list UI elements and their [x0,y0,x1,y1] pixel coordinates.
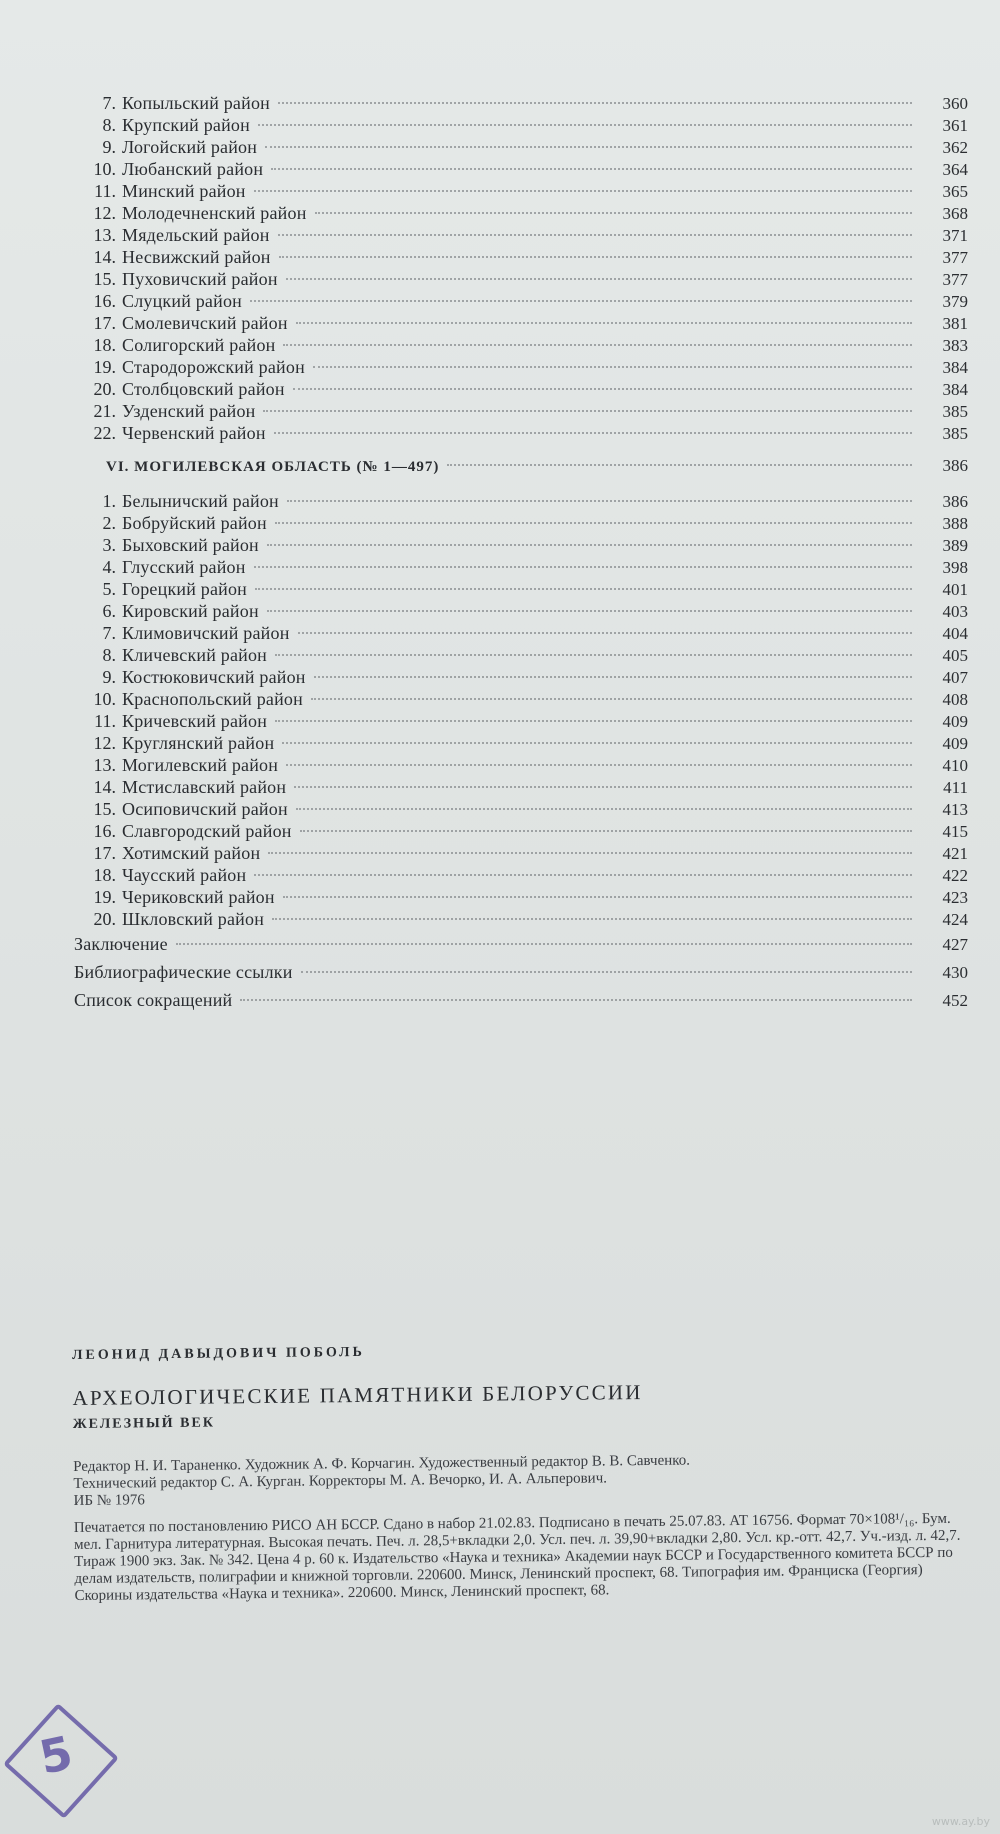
entry-title: Климовичский район [122,623,290,643]
toc-entry [88,114,968,136]
leader-dots [447,464,912,466]
entry-page-number: 377 [942,248,968,267]
toc-entry [88,490,968,512]
toc-entry [88,268,968,290]
leader-dots [286,278,912,280]
entry-page-number: 411 [943,778,968,797]
entry-number: 7. [102,623,116,643]
entry-page-number: 404 [942,624,968,643]
tech-editor-line: Технический редактор С. А. Курган. Корректоры М. А. Вечорко, И. А. Альперович. [73,1470,608,1492]
entry-title: Список сокращений [74,990,233,1010]
leader-dots [275,720,912,722]
entry-page-number: 413 [942,800,968,819]
entry-title: Заключение [74,934,168,954]
leader-dots [293,388,912,390]
leader-dots [254,190,912,192]
toc-entry [88,666,968,688]
toc-entry [88,842,968,864]
leader-dots [240,999,912,1001]
entry-page-number: 430 [942,963,968,982]
entry-title: Краснопольский район [122,689,303,709]
toc-entry [88,246,968,268]
entry-number: 10. [93,689,116,709]
toc-part-6-list [88,490,968,930]
entry-title: Пуховичский район [122,269,278,289]
leader-dots [283,896,912,898]
toc-entry [88,908,968,930]
entry-number: 6. [102,601,116,621]
entry-number: 22. [93,423,116,443]
toc-entry [88,534,968,556]
entry-page-number: 403 [942,602,968,621]
leader-dots [250,300,912,302]
entry-page-number: 389 [942,536,968,555]
entry-page-number: 388 [942,514,968,533]
entry-title: Белыничский район [122,491,279,511]
leader-dots [176,943,912,945]
entry-number: 13. [93,225,116,245]
entry-title: Кричевский район [122,711,268,731]
leader-dots [298,632,912,634]
entry-title: Быховский район [122,535,259,555]
toc-entry [88,400,968,422]
leader-dots [294,786,912,788]
entry-page-number: 368 [942,204,968,223]
leader-dots [296,322,912,324]
entry-number: 16. [93,821,116,841]
leader-dots [263,410,912,412]
toc-entry [88,378,968,400]
entry-page-number: 385 [942,424,968,443]
entry-number: 19. [93,887,116,907]
toc-entry [88,180,968,202]
entry-page-number: 427 [942,935,968,954]
entry-page-number: 384 [942,358,968,377]
toc-entry [88,136,968,158]
leader-dots [268,852,912,854]
entry-page-number: 385 [942,402,968,421]
entry-number: 11. [94,181,116,201]
leader-dots [267,544,912,546]
leader-dots [279,256,912,258]
entry-number: 16. [93,291,116,311]
entry-page-number: 421 [942,844,968,863]
entry-title: Несвижский район [122,247,271,267]
toc-entry [88,644,968,666]
credits [73,1450,973,1510]
entry-number: 9. [102,667,116,687]
entry-number: 15. [93,269,116,289]
entry-page-number: 401 [942,580,968,599]
toc-entry [88,886,968,908]
leader-dots [286,764,912,766]
entry-number: 14. [93,247,116,267]
entry-title: Осиповичский район [122,799,288,819]
entry-page-number: 362 [942,138,968,157]
toc-entry [88,512,968,534]
toc-entry [88,622,968,644]
entry-title: Костюковичский район [122,667,306,687]
entry-page-number: 409 [942,712,968,731]
entry-title: Могилевский район [122,755,279,775]
entry-page-number: 377 [942,270,968,289]
toc-entry [88,334,968,356]
entry-title: Стародорожский район [122,357,305,377]
leader-dots [274,432,912,434]
entry-title: Смолевичский район [122,313,288,333]
toc-entry [74,986,968,1014]
toc-entry [88,688,968,710]
entry-title: Слуцкий район [122,291,242,311]
entry-title: Бобруйский район [122,513,267,533]
entry-page-number: 381 [942,314,968,333]
entry-number: 18. [93,335,116,355]
entry-number: 7. [102,93,116,113]
watermark: www.ay.by [931,1815,990,1828]
entry-page-number: 422 [942,866,968,885]
entry-number: 18. [93,865,116,885]
toc-section-mogilev [88,454,968,478]
leader-dots [254,566,912,568]
toc-entry [88,600,968,622]
entry-number: 2. [102,513,116,533]
entry-title: Хотимский район [122,843,261,863]
leader-dots [282,742,912,744]
entry-page-number: 384 [942,380,968,399]
entry-title: Круглянский район [122,733,275,753]
entry-title: Солигорский район [122,335,276,355]
entry-number: 12. [93,733,116,753]
entry-page-number: 361 [942,116,968,135]
entry-number: 15. [93,799,116,819]
entry-number: 17. [93,843,116,863]
entry-page-number: 405 [942,646,968,665]
toc-entry [88,224,968,246]
entry-page-number: 360 [942,94,968,113]
section-title: VI. МОГИЛЕВСКАЯ ОБЛАСТЬ (№ 1—497) [106,459,440,475]
leader-dots [313,366,912,368]
entry-title: Чаусский район [122,865,247,885]
entry-number: 13. [93,755,116,775]
entry-page-number: 379 [942,292,968,311]
leader-dots [278,234,912,236]
toc-entry [88,798,968,820]
colophon [72,1339,975,1605]
leader-dots [265,146,912,148]
entry-title: Любанский район [122,159,264,179]
leader-dots [254,874,912,876]
entry-title: Червенский район [122,423,266,443]
entry-title: Столбцовский район [122,379,285,399]
entry-title: Крупский район [122,115,250,135]
entry-number: 9. [102,137,116,157]
table-of-contents [74,92,968,1014]
author-name: ЛЕОНИД ДАВЫДОВИЧ ПОБОЛЬ [72,1344,365,1363]
entry-page-number: 415 [942,822,968,841]
entry-title: Библиографические ссылки [74,962,293,982]
entry-number: 17. [93,313,116,333]
leader-dots [278,102,912,104]
entry-number: 3. [102,535,116,555]
leader-dots [287,500,912,502]
entry-number: 10. [93,159,116,179]
toc-entry [88,556,968,578]
entry-number: 8. [102,645,116,665]
entry-title: Горецкий район [122,579,248,599]
entry-number: 4. [102,557,116,577]
leader-dots [275,522,912,524]
entry-number: 8. [102,115,116,135]
entry-title: Чериковский район [122,887,275,907]
entry-title: Молодечненский район [122,203,307,223]
entry-number: 1. [102,491,116,511]
entry-title: Глусский район [122,557,246,577]
entry-title: Шкловский район [122,909,265,929]
entry-title: Мядельский район [122,225,270,245]
toc-entry [74,930,968,958]
toc-entry [88,312,968,334]
toc-entry [88,864,968,886]
toc-entry [88,290,968,312]
entry-number: 5. [102,579,116,599]
ib-number: ИБ № 1976 [73,1492,145,1509]
editors-line: Редактор Н. И. Тараненко. Художник А. Ф. Корчагин. Художественный редактор В. В. Савченко. [73,1452,691,1475]
toc-entry [88,92,968,114]
toc-entry [88,776,968,798]
entry-title: Узденский район [122,401,256,421]
entry-page-number: 452 [942,991,968,1010]
toc-entry [74,958,968,986]
toc-entry [88,820,968,842]
stamp-number: 5 [34,1725,78,1785]
toc-back-matter-list [74,930,968,1014]
entry-number: 12. [93,203,116,223]
entry-page-number: 371 [942,226,968,245]
leader-dots [272,918,912,920]
leader-dots [267,610,912,612]
entry-page-number: 383 [942,336,968,355]
leader-dots [300,830,912,832]
toc-entry [88,202,968,224]
entry-title: Минский район [122,181,246,201]
entry-page-number: 409 [942,734,968,753]
entry-page-number: 410 [942,756,968,775]
entry-page-number: 386 [942,492,968,511]
entry-title: Копыльский район [122,93,270,113]
entry-number: 20. [93,379,116,399]
leader-dots [301,971,912,973]
leader-dots [296,808,912,810]
entry-number: 19. [93,357,116,377]
entry-title: Кличевский район [122,645,268,665]
entry-page-number: 364 [942,160,968,179]
section-page-number: 386 [942,456,968,475]
book-subtitle: ЖЕЛЕЗНЫЙ ВЕК [72,1415,216,1432]
leader-dots [283,344,912,346]
toc-entry [88,754,968,776]
entry-title: Мстиславский район [122,777,287,797]
toc-entry [88,158,968,180]
toc-entry [88,578,968,600]
entry-number: 14. [93,777,116,797]
entry-title: Славгородский район [122,821,292,841]
entry-number: 20. [93,909,116,929]
entry-page-number: 423 [942,888,968,907]
entry-page-number: 407 [942,668,968,687]
entry-page-number: 424 [942,910,968,929]
imprint-details: Печатается по постановлению РИСО АН БССР. Сдано в набор 21.02.83. Подписано в печать 25.07.83. АТ 16756. Формат 70×108¹/₁₆. Бум. мел. Гарнитура литературная. Высокая печать. Печ. л. 28,5+вкладки 2,0. Усл. печ. л. 39,90+вкладки 2,80. Усл. кр.-отт. 42,7. Уч.-изд. л. 42,7. Тираж 1900 экз. Зак. № 342. Цена 4 р. 60 к. Издательство «Наука и техника» Академии наук БССР и Государственного комитета БССР по делам издательств, полиграфии и книжной торговли. 220600. Минск, Ленинский проспект, 68. Типография им. Франциска (Георгия) Скорины издательства «Наука и техника». 220600. Минск, Ленинский проспект, 68. [73,1510,961,1604]
leader-dots [315,212,912,214]
toc-entry [88,422,968,444]
leader-dots [311,698,912,700]
leader-dots [271,168,912,170]
entry-title: Кировский район [122,601,259,621]
entry-title: Логойский район [122,137,258,157]
entry-number: 21. [93,401,116,421]
leader-dots [258,124,912,126]
book-title: АРХЕОЛОГИЧЕСКИЕ ПАМЯТНИКИ БЕЛОРУССИИ [72,1380,643,1410]
entry-page-number: 398 [942,558,968,577]
toc-entry [88,710,968,732]
entry-page-number: 408 [942,690,968,709]
entry-page-number: 365 [942,182,968,201]
leader-dots [275,654,912,656]
toc-entry [88,356,968,378]
toc-part-5-list [88,92,968,444]
toc-entry [88,732,968,754]
leader-dots [314,676,912,678]
entry-number: 11. [94,711,116,731]
leader-dots [255,588,912,590]
